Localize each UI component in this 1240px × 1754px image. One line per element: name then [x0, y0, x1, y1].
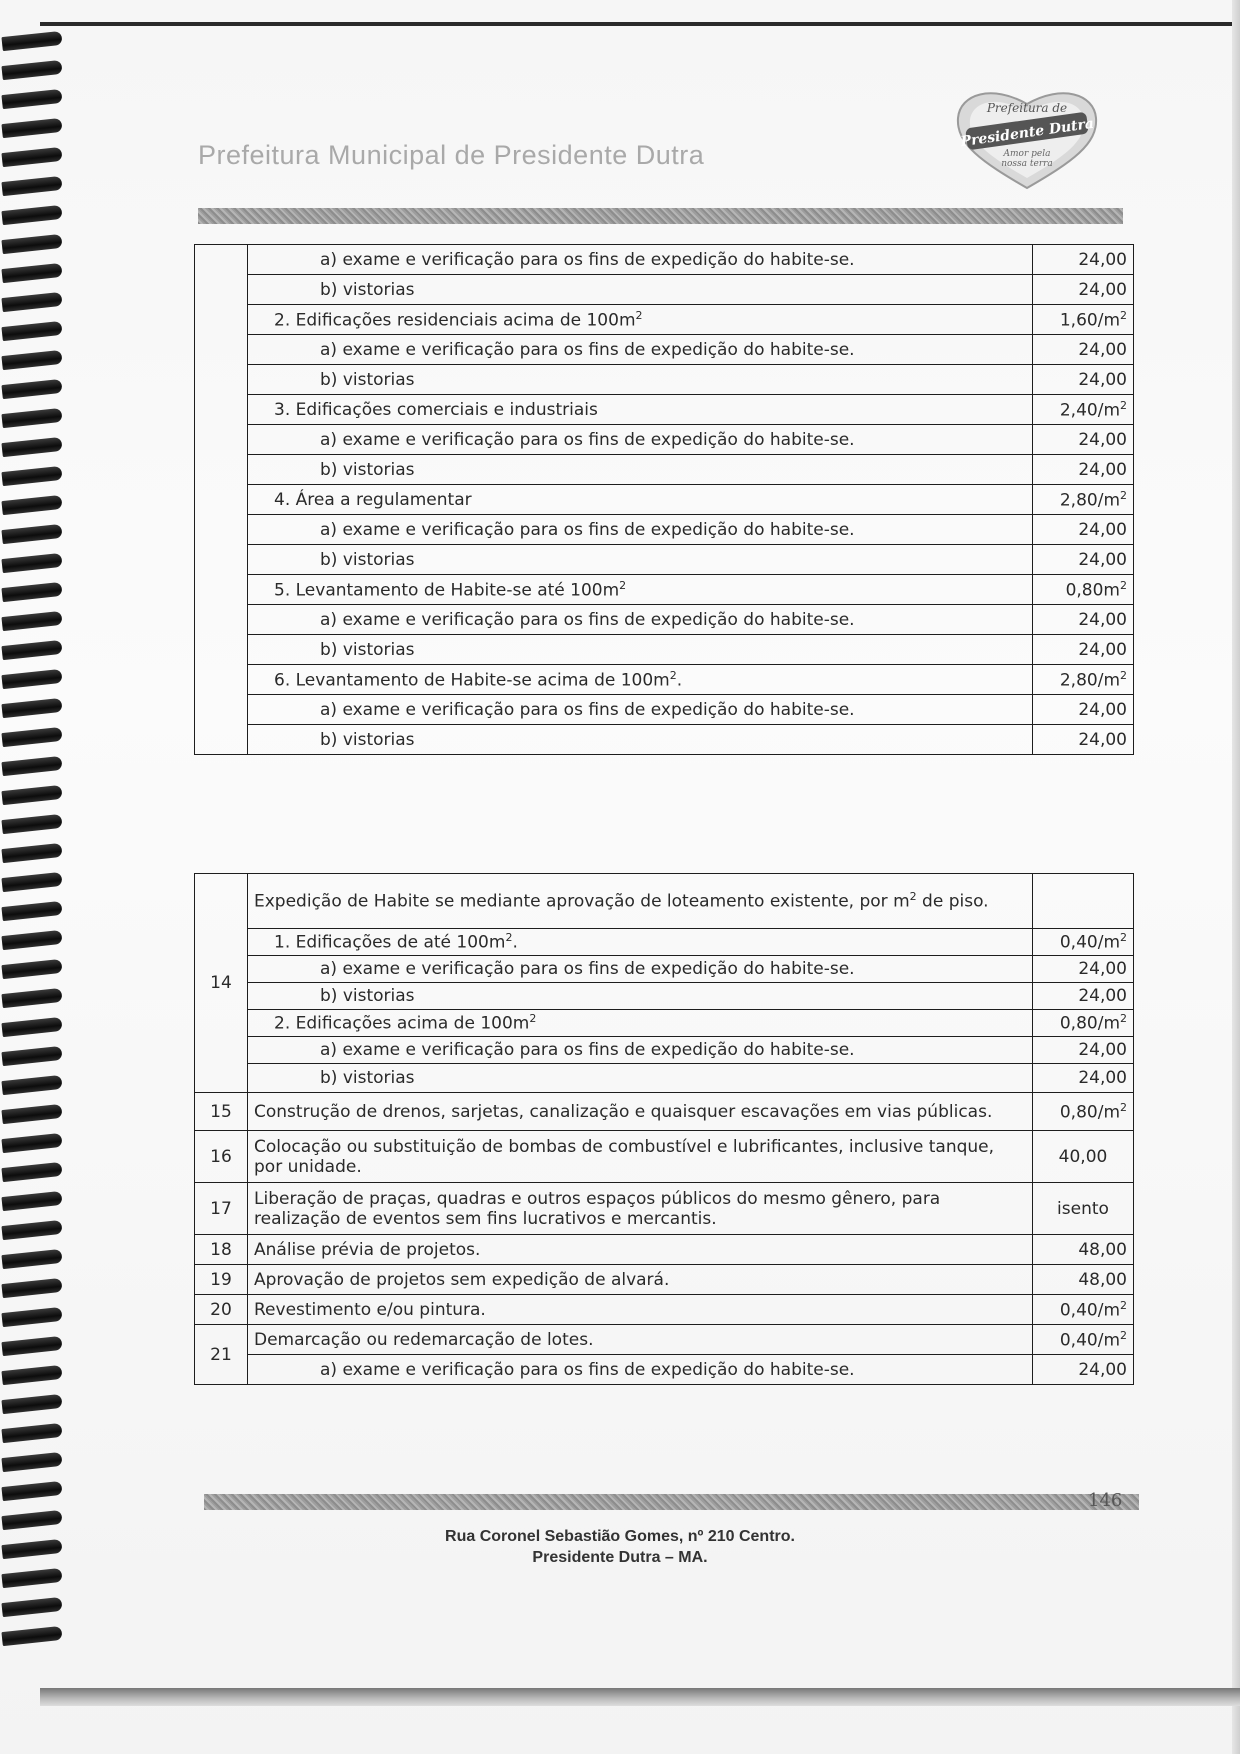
- description-cell: [248, 1093, 1033, 1131]
- spiral-coil: [1, 1133, 62, 1153]
- description-text: Liberação de praças, quadras e outros espaços públicos do mesmo gênero, para realização de eventos sem fins lucrativos e mercantis.: [254, 1188, 941, 1229]
- description-text: b) vistorias: [320, 279, 415, 300]
- spiral-coil: [1, 321, 62, 341]
- description-cell: [248, 485, 1033, 515]
- table-row: [195, 956, 1134, 983]
- value-superscript: 2: [1120, 1328, 1127, 1342]
- description-cell: [248, 1295, 1033, 1325]
- table-row: [195, 365, 1134, 395]
- spiral-coil: [1, 466, 62, 486]
- spiral-coil: [1, 147, 62, 167]
- value-superscript: 2: [1120, 1298, 1127, 1312]
- item-number-cell: 20: [195, 1295, 248, 1325]
- table-row: [195, 275, 1134, 305]
- spiral-coil: [1, 1278, 62, 1298]
- value-text: 24,00: [1078, 279, 1127, 300]
- svg-text:Amor pela: Amor pela: [1003, 149, 1051, 159]
- table-row: [195, 515, 1134, 545]
- description-superscript: 2: [619, 578, 627, 592]
- value-text: 24,00: [1078, 1068, 1127, 1088]
- description-cell: [248, 665, 1033, 695]
- spiral-coil: [1, 727, 62, 747]
- spiral-coil: [1, 669, 62, 689]
- description-cell: [248, 305, 1033, 335]
- description-cell: [248, 1235, 1033, 1265]
- value-text: 48,00: [1078, 1269, 1127, 1290]
- spiral-coil: [1, 1075, 62, 1095]
- spiral-coil: [1, 756, 62, 776]
- value-cell: [1033, 365, 1134, 395]
- description-text: b) vistorias: [320, 639, 415, 660]
- description-cell: [248, 874, 1033, 929]
- description-superscript: 2: [505, 931, 513, 945]
- value-cell: [1033, 874, 1134, 929]
- spiral-coil: [1, 234, 62, 254]
- description-cell: [248, 545, 1033, 575]
- description-text: 2. Edificações acima de 100m: [274, 1013, 530, 1034]
- value-cell: [1033, 485, 1134, 515]
- value-cell: [1033, 665, 1134, 695]
- value-cell: [1033, 1355, 1134, 1385]
- description-text: 1. Edificações de até 100m: [274, 932, 506, 953]
- description-cell: [248, 515, 1033, 545]
- value-text: 0,80m: [1065, 580, 1120, 601]
- value-cell: [1033, 1010, 1134, 1037]
- spiral-coil: [1, 1307, 62, 1327]
- description-text: Revestimento e/ou pintura.: [254, 1299, 486, 1320]
- value-text: 24,00: [1078, 549, 1127, 570]
- value-cell: [1033, 245, 1134, 275]
- description-cell: [248, 956, 1033, 983]
- spiral-coil: [1, 872, 62, 892]
- value-cell: [1033, 425, 1134, 455]
- page-top-edge: [40, 22, 1240, 26]
- value-cell: [1033, 695, 1134, 725]
- spiral-coil: [1, 408, 62, 428]
- spiral-coil: [1, 988, 62, 1008]
- table-row: [195, 874, 1134, 929]
- value-cell: [1033, 956, 1134, 983]
- description-cell: [248, 395, 1033, 425]
- description-text: b) vistorias: [320, 369, 415, 390]
- spiral-coil: [1, 611, 62, 631]
- spiral-coil: [1, 495, 62, 515]
- spiral-coil: [1, 1626, 62, 1646]
- description-text: a) exame e verificação para os fins de expedição do habite-se.: [320, 429, 855, 450]
- spiral-coil: [1, 1249, 62, 1269]
- value-text: 24,00: [1078, 459, 1127, 480]
- spiral-coil: [1, 1365, 62, 1385]
- table-row: [195, 455, 1134, 485]
- value-cell: [1033, 1265, 1134, 1295]
- footer-city: Presidente Dutra – MA.: [532, 1549, 708, 1566]
- description-superscript: 2: [909, 890, 917, 904]
- description-cell: [248, 275, 1033, 305]
- spiral-coil: [1, 292, 62, 312]
- item-number-cell: 21: [195, 1325, 248, 1385]
- fees-table: [194, 873, 1134, 1385]
- value-text: isento: [1057, 1198, 1109, 1219]
- value-text: 24,00: [1078, 986, 1127, 1006]
- table-row: [195, 1355, 1134, 1385]
- value-cell: [1033, 1093, 1134, 1131]
- page-right-shadow: [1232, 0, 1240, 1754]
- value-superscript: 2: [1120, 931, 1127, 945]
- value-text: 24,00: [1078, 369, 1127, 390]
- value-superscript: 2: [1120, 578, 1127, 592]
- spiral-coil: [1, 1336, 62, 1356]
- description-text: Colocação ou substituição de bombas de combustível e lubrificantes, inclusive tanque, por unidade.: [254, 1136, 995, 1177]
- spiral-coil: [1, 1162, 62, 1182]
- value-text: 0,40/m: [1059, 932, 1120, 953]
- value-cell: [1033, 1325, 1134, 1355]
- table-row: [195, 1037, 1134, 1064]
- table-row: [195, 695, 1134, 725]
- description-suffix: .: [676, 670, 683, 691]
- description-text: a) exame e verificação para os fins de expedição do habite-se.: [320, 339, 855, 360]
- table-row: [195, 665, 1134, 695]
- value-cell: [1033, 545, 1134, 575]
- value-text: 24,00: [1078, 639, 1127, 660]
- description-text: b) vistorias: [320, 729, 415, 750]
- description-text: b) vistorias: [320, 1068, 415, 1088]
- value-cell: [1033, 335, 1134, 365]
- table-row: [195, 485, 1134, 515]
- svg-text:Presidente Dutra: Presidente Dutra: [959, 115, 1095, 151]
- description-text: Construção de drenos, sarjetas, canalização e quaisquer escavações em vias públicas.: [254, 1101, 993, 1122]
- table-row: [195, 1183, 1134, 1235]
- spiral-coil: [1, 350, 62, 370]
- value-cell: [1033, 635, 1134, 665]
- spiral-coil: [1, 1046, 62, 1066]
- value-cell: [1033, 929, 1134, 956]
- value-superscript: 2: [1120, 398, 1127, 412]
- description-text: 3. Edificações comerciais e industriais: [274, 399, 598, 420]
- spiral-coil: [1, 1481, 62, 1501]
- table-row: [195, 1064, 1134, 1093]
- description-cell: [248, 425, 1033, 455]
- fees-table-continued: [194, 244, 1134, 755]
- value-superscript: 2: [1120, 308, 1127, 322]
- value-cell: [1033, 395, 1134, 425]
- spiral-coil: [1, 930, 62, 950]
- table-row: [195, 545, 1134, 575]
- description-cell: [248, 929, 1033, 956]
- description-cell: [248, 605, 1033, 635]
- value-text: 24,00: [1078, 699, 1127, 720]
- table-row: [195, 983, 1134, 1010]
- description-text: Demarcação ou redemarcação de lotes.: [254, 1329, 594, 1350]
- item-number-cell: 16: [195, 1131, 248, 1183]
- description-cell: [248, 695, 1033, 725]
- description-cell: [248, 365, 1033, 395]
- description-text: 5. Levantamento de Habite-se até 100m: [274, 580, 620, 601]
- description-suffix: de piso.: [916, 891, 989, 912]
- value-text: 24,00: [1078, 959, 1127, 979]
- table-row: [195, 725, 1134, 755]
- value-cell: [1033, 725, 1134, 755]
- footer-address: Rua Coronel Sebastião Gomes, nº 210 Centro.: [445, 1528, 795, 1545]
- value-superscript: 2: [1120, 1100, 1127, 1114]
- description-cell: [248, 335, 1033, 365]
- spiral-coil: [1, 89, 62, 109]
- description-text: 4. Área a regulamentar: [274, 489, 472, 510]
- table-row: [195, 605, 1134, 635]
- value-cell: [1033, 275, 1134, 305]
- spiral-coil: [1, 1220, 62, 1240]
- value-text: 24,00: [1078, 729, 1127, 750]
- description-text: Análise prévia de projetos.: [254, 1239, 481, 1260]
- value-text: 0,80/m: [1059, 1013, 1120, 1034]
- value-text: 24,00: [1078, 609, 1127, 630]
- description-text: a) exame e verificação para os fins de expedição do habite-se.: [320, 959, 855, 979]
- value-text: 24,00: [1078, 249, 1127, 270]
- description-cell: [248, 1010, 1033, 1037]
- spiral-coil: [1, 1568, 62, 1588]
- description-cell: [248, 1064, 1033, 1093]
- value-text: 24,00: [1078, 519, 1127, 540]
- spiral-coil: [1, 698, 62, 718]
- table-row: [195, 575, 1134, 605]
- spiral-coil: [1, 31, 62, 51]
- value-text: 1,60/m: [1059, 310, 1120, 331]
- description-superscript: 2: [669, 668, 677, 682]
- spiral-coil: [1, 60, 62, 80]
- value-superscript: 2: [1120, 668, 1127, 682]
- description-cell: [248, 725, 1033, 755]
- item-number-cell: [195, 245, 248, 755]
- spiral-coil: [1, 814, 62, 834]
- item-number-cell: 17: [195, 1183, 248, 1235]
- table-row: [195, 425, 1134, 455]
- description-cell: [248, 245, 1033, 275]
- description-text: a) exame e verificação para os fins de expedição do habite-se.: [320, 519, 855, 540]
- spiral-coil: [1, 785, 62, 805]
- spiral-coil: [1, 437, 62, 457]
- value-cell: [1033, 1235, 1134, 1265]
- description-cell: [248, 983, 1033, 1010]
- page-number: 146: [1088, 1490, 1123, 1511]
- description-text: 2. Edificações residenciais acima de 100m: [274, 310, 636, 331]
- table-row: [195, 929, 1134, 956]
- item-number-cell: 15: [195, 1093, 248, 1131]
- table-row: [195, 1093, 1134, 1131]
- description-cell: [248, 1037, 1033, 1064]
- description-text: a) exame e verificação para os fins de expedição do habite-se.: [320, 249, 855, 270]
- page-header-title: Prefeitura Municipal de Presidente Dutra: [198, 140, 705, 170]
- spiral-coil: [1, 524, 62, 544]
- value-text: 24,00: [1078, 1359, 1127, 1380]
- description-text: Aprovação de projetos sem expedição de alvará.: [254, 1269, 670, 1290]
- table-row: [195, 635, 1134, 665]
- municipality-logo: [952, 82, 1102, 192]
- description-text: b) vistorias: [320, 986, 415, 1006]
- table-row: [195, 1010, 1134, 1037]
- spiral-coil: [1, 1394, 62, 1414]
- item-number-cell: 18: [195, 1235, 248, 1265]
- value-text: 2,80/m: [1059, 490, 1120, 511]
- value-cell: [1033, 1183, 1134, 1235]
- description-text: b) vistorias: [320, 459, 415, 480]
- value-text: 24,00: [1078, 1040, 1127, 1060]
- description-cell: [248, 575, 1033, 605]
- spiral-coil: [1, 901, 62, 921]
- spiral-coil: [1, 640, 62, 660]
- spiral-coil: [1, 1597, 62, 1617]
- description-cell: [248, 635, 1033, 665]
- value-cell: [1033, 1037, 1134, 1064]
- table-row: [195, 305, 1134, 335]
- description-suffix: .: [512, 932, 518, 953]
- value-text: 2,40/m: [1059, 400, 1120, 421]
- value-text: 0,40/m: [1059, 1330, 1120, 1351]
- spiral-coil: [1, 1191, 62, 1211]
- item-number-cell: 14: [195, 874, 248, 1093]
- footer-divider-band: [204, 1494, 1139, 1510]
- description-cell: [248, 455, 1033, 485]
- description-text: a) exame e verificação para os fins de expedição do habite-se.: [320, 1359, 855, 1380]
- page-bottom-edge: [40, 1688, 1240, 1706]
- spiral-coil: [1, 1423, 62, 1443]
- value-text: 2,80/m: [1059, 670, 1120, 691]
- value-cell: [1033, 983, 1134, 1010]
- spiral-coil: [1, 582, 62, 602]
- value-text: 40,00: [1058, 1146, 1108, 1167]
- value-cell: [1033, 515, 1134, 545]
- table-row: [195, 1265, 1134, 1295]
- description-cell: [248, 1325, 1033, 1355]
- description-cell: [248, 1265, 1033, 1295]
- table-row: [195, 245, 1134, 275]
- spiral-coil: [1, 118, 62, 138]
- table-row: [195, 395, 1134, 425]
- spiral-coil: [1, 379, 62, 399]
- spiral-coil: [1, 1104, 62, 1124]
- value-text: 24,00: [1078, 429, 1127, 450]
- value-cell: [1033, 305, 1134, 335]
- value-cell: [1033, 1064, 1134, 1093]
- item-number-cell: 19: [195, 1265, 248, 1295]
- description-cell: [248, 1183, 1033, 1235]
- spiral-binding: [0, 34, 70, 1674]
- description-cell: [248, 1131, 1033, 1183]
- value-text: 0,40/m: [1059, 1300, 1120, 1321]
- value-cell: [1033, 605, 1134, 635]
- svg-text:nossa terra: nossa terra: [1001, 159, 1053, 169]
- value-cell: [1033, 1295, 1134, 1325]
- value-cell: [1033, 575, 1134, 605]
- value-cell: [1033, 1131, 1134, 1183]
- description-text: Expedição de Habite se mediante aprovação de loteamento existente, por m: [254, 891, 910, 912]
- spiral-coil: [1, 263, 62, 283]
- svg-text:Prefeitura de: Prefeitura de: [986, 101, 1068, 115]
- value-cell: [1033, 455, 1134, 485]
- description-superscript: 2: [635, 308, 643, 322]
- description-text: a) exame e verificação para os fins de expedição do habite-se.: [320, 1040, 855, 1060]
- description-text: a) exame e verificação para os fins de expedição do habite-se.: [320, 609, 855, 630]
- description-superscript: 2: [529, 1012, 537, 1026]
- spiral-coil: [1, 959, 62, 979]
- table-row: [195, 335, 1134, 365]
- spiral-coil: [1, 1017, 62, 1037]
- spiral-coil: [1, 176, 62, 196]
- spiral-coil: [1, 553, 62, 573]
- spiral-coil: [1, 1452, 62, 1472]
- value-superscript: 2: [1120, 488, 1127, 502]
- table-row: [195, 1235, 1134, 1265]
- description-text: 6. Levantamento de Habite-se acima de 100m: [274, 670, 670, 691]
- spiral-coil: [1, 843, 62, 863]
- spiral-coil: [1, 205, 62, 225]
- value-text: 24,00: [1078, 339, 1127, 360]
- value-text: 48,00: [1078, 1239, 1127, 1260]
- description-cell: [248, 1355, 1033, 1385]
- value-superscript: 2: [1120, 1012, 1127, 1026]
- table-row: [195, 1131, 1134, 1183]
- description-text: b) vistorias: [320, 549, 415, 570]
- table-row: [195, 1295, 1134, 1325]
- value-text: 0,80/m: [1059, 1102, 1120, 1123]
- table-row: [195, 1325, 1134, 1355]
- header-divider-band: [198, 208, 1123, 224]
- description-text: a) exame e verificação para os fins de expedição do habite-se.: [320, 699, 855, 720]
